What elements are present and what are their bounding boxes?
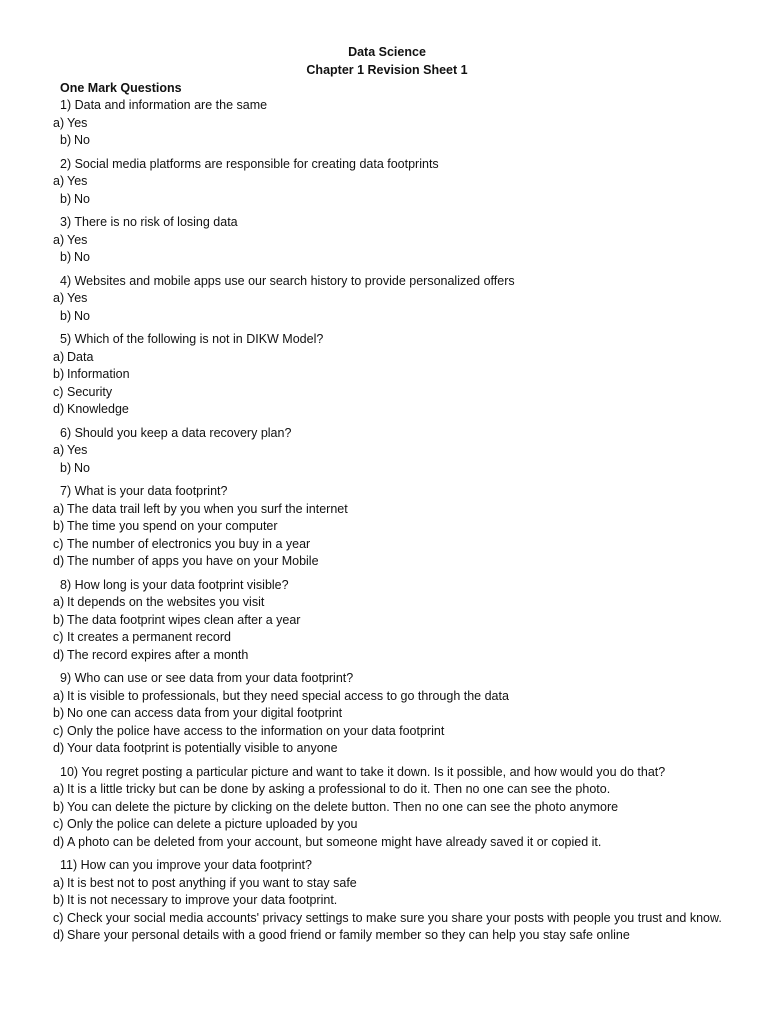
option-text: It is visible to professionals, but they need special access to go through the data [67,688,509,703]
option-letter: a) [53,349,65,364]
option-text: Yes [67,174,88,188]
option-text: It is not necessary to improve your data footprint. [67,893,338,907]
answer-option [53,290,743,308]
option-letter: b) [53,519,65,533]
answer-option [53,612,743,630]
option-text: Yes [67,443,88,457]
option-letter: c) [53,910,64,925]
option-text: The time you spend on your computer [67,519,278,533]
question-block [53,857,743,945]
document-subject: Data Science [348,45,426,59]
option-text: A photo can be deleted from your account, but someone might have already saved it or copied it. [67,834,602,849]
option-letter: b) [60,460,72,475]
answer-option [53,460,743,478]
question-text: 10) You regret posting a particular picture and want to take it down. Is it possible, and how would you do that? [60,764,666,779]
option-text: You can delete the picture by clicking on the delete button. Then no one can see the photo anymore [67,799,619,814]
question-text: 1) Data and information are the same [60,98,268,112]
option-text: No [74,250,90,264]
option-text: No [74,308,90,323]
option-letter: a) [53,443,65,457]
question-block [53,214,743,267]
question-block [53,483,743,571]
option-letter: b) [53,706,65,720]
option-letter: d) [53,834,65,849]
question-text: 7) What is your data footprint? [60,484,228,498]
question-text: 2) Social media platforms are responsible for creating data footprints [60,156,439,171]
option-text: The number of apps you have on your Mobile [67,554,319,568]
answer-option [53,349,743,367]
option-letter: b) [53,367,65,381]
section-heading: One Mark Questions [60,81,182,95]
question-text: 4) Websites and mobile apps use our search history to provide personalized offers [60,273,515,288]
answer-option [53,594,743,612]
answer-option [53,401,743,419]
option-letter: b) [53,893,65,907]
option-letter: a) [53,232,65,247]
option-text: Security [67,384,113,399]
option-text: Information [67,367,130,381]
option-letter: c) [53,817,64,831]
question-text: 11) How can you improve your data footprint? [60,858,312,872]
option-letter: b) [60,308,72,323]
question-block [53,670,743,758]
option-text: The data trail left by you when you surf the internet [67,501,348,516]
option-letter: b) [60,250,72,264]
question-list [53,97,743,951]
answer-option [53,781,743,799]
answer-option [53,723,743,741]
answer-option [53,132,743,150]
option-text: No [74,460,90,475]
option-letter: c) [53,536,64,551]
answer-option [53,816,743,834]
option-text: Your data footprint is potentially visible to anyone [67,741,338,755]
option-letter: a) [53,501,65,516]
option-letter: c) [53,384,64,399]
option-letter: a) [53,291,65,305]
answer-option [53,518,743,536]
answer-option [53,366,743,384]
option-text: No [74,133,90,147]
option-text: Only the police can delete a picture uploaded by you [67,817,358,831]
option-text: Yes [67,232,88,247]
option-text: Only the police have access to the information on your data footprint [67,723,445,738]
option-letter: b) [60,191,72,206]
answer-option [53,173,743,191]
answer-option [53,553,743,571]
answer-option [53,115,743,133]
answer-option [53,910,743,928]
option-text: Yes [67,115,88,130]
option-text: Data [67,349,94,364]
option-letter: a) [53,115,65,130]
answer-option [53,536,743,554]
question-block [53,97,743,150]
question-text: 5) Which of the following is not in DIKW Model? [60,332,324,346]
answer-option [53,308,743,326]
option-letter: d) [53,928,65,942]
option-text: It depends on the websites you visit [67,595,265,609]
option-text: Check your social media accounts' privacy settings to make sure you share your posts with people you trust and know. [67,910,722,925]
option-text: It creates a permanent record [67,630,231,644]
option-letter: b) [60,133,72,147]
option-letter: a) [53,174,65,188]
question-block [53,331,743,419]
answer-option [53,799,743,817]
answer-option [53,501,743,519]
option-letter: c) [53,723,64,738]
option-text: No [74,191,90,206]
option-letter: d) [53,741,65,755]
answer-option [53,705,743,723]
option-text: Yes [67,291,88,305]
option-letter: d) [53,402,65,416]
option-letter: b) [53,612,65,627]
question-block [53,156,743,209]
answer-option [53,232,743,250]
option-letter: d) [53,647,65,662]
answer-option [53,647,743,665]
option-letter: d) [53,554,65,568]
answer-option [53,384,743,402]
option-letter: b) [53,799,65,814]
answer-option [53,191,743,209]
answer-option [53,834,743,852]
question-text: 3) There is no risk of losing data [60,215,238,229]
option-letter: a) [53,875,65,890]
option-text: The data footprint wipes clean after a year [67,612,301,627]
answer-option [53,892,743,910]
option-text: It is best not to post anything if you want to stay safe [67,875,357,890]
option-text: Knowledge [67,402,129,416]
option-text: No one can access data from your digital footprint [67,706,343,720]
answer-option [53,629,743,647]
option-letter: a) [53,595,65,609]
option-letter: a) [53,688,65,703]
answer-option [53,875,743,893]
document-title: Chapter 1 Revision Sheet 1 [306,63,468,77]
question-text: 8) How long is your data footprint visible? [60,577,289,592]
option-letter: a) [53,782,65,796]
option-text: The number of electronics you buy in a year [67,536,311,551]
question-block [53,273,743,326]
option-text: It is a little tricky but can be done by asking a professional to do it. Then no one can see the photo. [67,782,611,796]
option-text: Share your personal details with a good friend or family member so they can help you stay safe online [67,928,630,942]
option-letter: c) [53,630,64,644]
question-block [53,764,743,852]
answer-option [53,442,743,460]
option-text: The record expires after a month [67,647,249,662]
answer-option [53,927,743,945]
question-text: 6) Should you keep a data recovery plan? [60,425,292,440]
answer-option [53,740,743,758]
answer-option [53,688,743,706]
question-block [53,577,743,665]
question-text: 9) Who can use or see data from your data footprint? [60,671,354,685]
answer-option [53,249,743,267]
question-block [53,425,743,478]
